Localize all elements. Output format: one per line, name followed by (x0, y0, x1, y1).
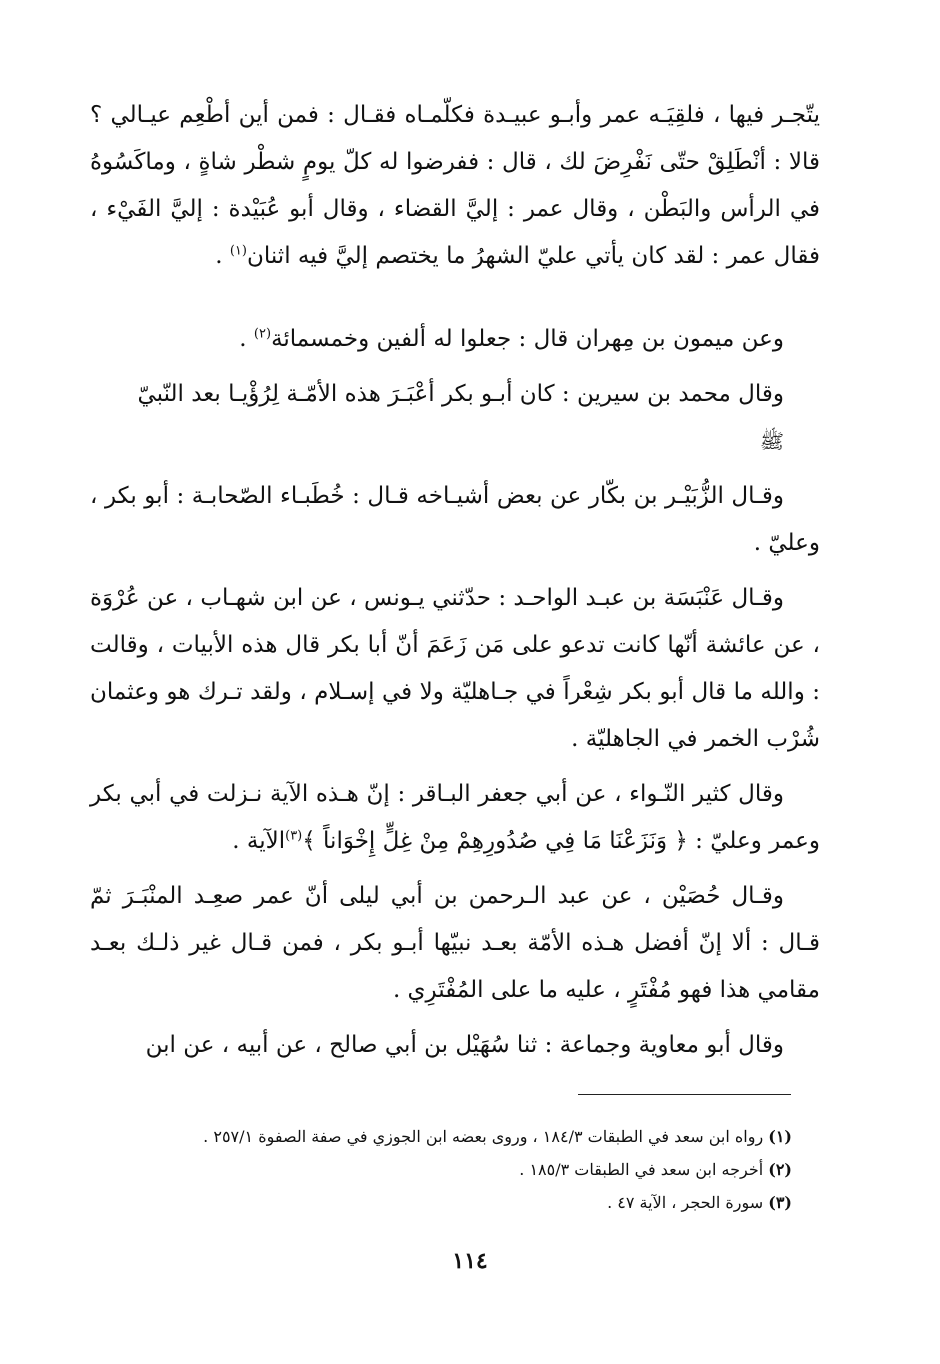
footnote-number: (٢) (768, 1160, 792, 1179)
footnote-divider (578, 1094, 791, 1095)
paragraph-5-text: وقـال عَنْبَسَة بن عبـد الواحـد : حدّثني يـونس ، عن ابن شهـاب ، عن عُرْوَة ، عن عائشة أنّها كانت تدعو على مَن زَعَمَ أنّ أبا بكر قال هذه الأبيات ، وقالت : والله ما قال أبو بكر شِعْراً في جـاهليّة ولا في إسـلام ، ولقد تـرك هو وعثمان شُرْب الخمر في الجاهليّة . (90, 585, 820, 752)
paragraph-3-text: وقال محمد بن سيرين : كان أبـو بكر أعْبَـرَ هذه الأمّـة لِرُؤْيـا بعد النّبيّ (137, 381, 784, 407)
paragraph-1-line-1: يتّجـر فيها ، فلقِيَـه عمر وأبـو عبيـدة فكلّمـاه فقـال : فمن أين أطْعِم عيـالي ؟ (90, 102, 820, 128)
footnote-2 (150, 1153, 792, 1186)
footnotes (150, 1120, 792, 1219)
footnote-text: سورة الحجر ، الآية ٤٧ . (607, 1193, 769, 1212)
footnote-ref-3[interactable]: (٣) (285, 828, 303, 844)
footnote-number: (٣) (768, 1193, 792, 1212)
paragraph-4-text: وقـال الزُّبَيْـر بن بكّار عن بعض أشيـاخه قـال : خُطَبـاء الصّحابـة : أبو بكر ، وعليّ . (90, 483, 820, 556)
main-text (90, 92, 820, 1069)
paragraph-1 (90, 92, 820, 280)
paragraph-7-text: وقـال حُصَيْن ، عن عبد الـرحمن بن أبي ليلى أنّ عمر صعِـد المنْبَـرَ ثمّ قـال : ألا إنّ أفضل هـذه الأمّة بعـد نبيّها أبـو بكر ، فمن قـال غير ذلـك بعـد مقامي هذا فهو مُفْتَرٍ ، عليه ما على المُفْتَرِي . (90, 883, 820, 1003)
paragraph-1-line-3: وماكَسُوهُ في الرأس والبَطْن ، وقال عمر : إليَّ القضاء ، وقال أبو عُبَيْدة : إليَّ (90, 149, 820, 222)
footnote-text: أخرجه ابن سعد في الطبقات ١٨٥/٣ . (519, 1160, 769, 1179)
footnote-3 (150, 1186, 792, 1219)
paragraph-5 (90, 575, 820, 763)
footnote-ref-1[interactable]: (١) (229, 243, 247, 259)
paragraph-1-line-2: قالا : أنْطَلِقْ حتّى نَفْرِضَ لك ، قال : ففرضوا له كلّ يومٍ شطْر شاةٍ ، (183, 149, 821, 175)
paragraph-2 (90, 316, 820, 363)
footnote-number: (١) (768, 1127, 792, 1146)
page-number: ١١٤ (452, 1248, 488, 1274)
paragraph-8 (90, 1022, 820, 1069)
paragraph-6-tail: الآية . (232, 828, 286, 854)
paragraph-2-text: وعن ميمون بن مِهران قال : جعلوا له ألفين وخمسمائة (271, 326, 784, 352)
paragraph-4 (90, 473, 820, 567)
paragraph-1-tail: . (215, 243, 230, 269)
footnote-text: رواه ابن سعد في الطبقات ١٨٤/٣ ، وروى بعضه ابن الجوزي في صفة الصفوة ٢٥٧/١ . (203, 1127, 769, 1146)
salla-symbol-icon: ﷺ (759, 429, 784, 453)
paragraph-3 (90, 371, 820, 465)
paragraph-8-text: وقال أبو معاوية وجماعة : ثنا سُهَيْل بن أبي صالح ، عن أبيه ، عن ابن (145, 1032, 784, 1058)
paragraph-6-text: وقال كثير النّـواء ، عن أبي جعفر البـاقر : إنّ هـذه الآية نـزلت في أبي بكر وعمر وعليّ : ﴿ وَنَزَعْنَا مَا فِي صُدُورِهِمْ مِنْ غِلٍّ إِخْوَاناً ﴾ (90, 781, 820, 854)
footnote-1 (150, 1120, 792, 1153)
paragraph-1-line-4: الفَيْء ، فقال عمر : لقد كان يأتي عليّ الشهرُ ما يختصم إليَّ فيه اثنان (90, 196, 820, 269)
paragraph-6 (90, 771, 820, 865)
footnote-ref-2[interactable]: (٢) (253, 326, 272, 342)
paragraph-2-tail: . (239, 326, 254, 352)
paragraph-7 (90, 873, 820, 1014)
